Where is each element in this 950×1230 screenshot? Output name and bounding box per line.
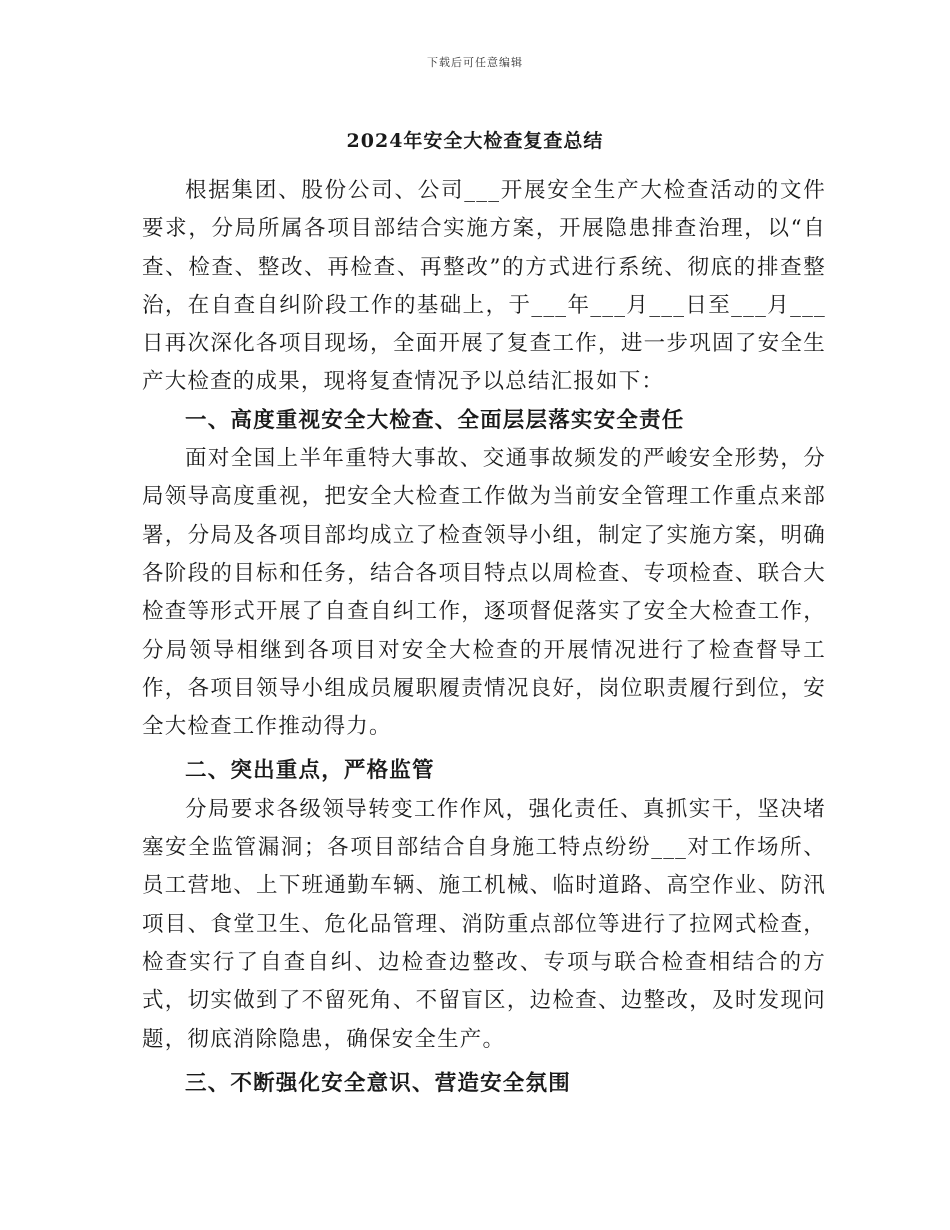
document-body bbox=[142, 172, 826, 1103]
section-1-heading: 一、高度重视安全大检查、全面层层落实安全责任 bbox=[185, 407, 685, 433]
intro-paragraph: 根据集团、股份公司、公司___开展安全生产大检查活动的文件要求，分局所属各项目部结合实施方案，开展隐患排查治理，以“自查、检查、整改、再检查、再整改”的方式进行系统、彻底的排查整治，在自查自纠阶段工作的基础上，于___年___月___日至___月___日再次深化各项目现场，全面开展了复查工作，进一步巩固了安全生产大检查的成果，现将复查情况予以总结汇报如下： bbox=[142, 178, 826, 395]
section-2-heading: 二、突出重点，严格监管 bbox=[185, 758, 435, 784]
header-note: 下载后可任意编辑 bbox=[427, 56, 523, 69]
document-title: 2024年安全大检查复查总结 bbox=[346, 130, 604, 152]
section-3-heading: 三、不断强化安全意识、营造安全氛围 bbox=[185, 1070, 571, 1096]
section-1-paragraph: 面对全国上半年重特大事故、交通事故频发的严峻安全形势，分局领导高度重视，把安全大检查工作做为当前安全管理工作重点来部署，分局及各项目部均成立了检查领导小组，制定了实施方案，明确各阶段的目标和任务，结合各项目特点以周检查、专项检查、联合大检查等形式开展了自查自纠工作，逐项督促落实了安全大检查工作，分局领导相继到各项目对安全大检查的开展情况进行了检查督导工作，各项目领导小组成员履职履责情况良好，岗位职责履行到位，安全大检查工作推动得力。 bbox=[142, 446, 826, 740]
section-2-paragraph: 分局要求各级领导转变工作作风，强化责任、真抓实干，坚决堵塞安全监管漏洞；各项目部结合自身施工特点纷纷___对工作场所、员工营地、上下班通勤车辆、施工机械、临时道路、高空作业、防汛项目、食堂卫生、危化品管理、消防重点部位等进行了拉网式检查，检查实行了自查自纠、边检查边整改、专项与联合检查相结合的方式，切实做到了不留死角、不留盲区，边检查、边整改，及时发现问题，彻底消除隐患，确保安全生产。 bbox=[142, 796, 826, 1052]
